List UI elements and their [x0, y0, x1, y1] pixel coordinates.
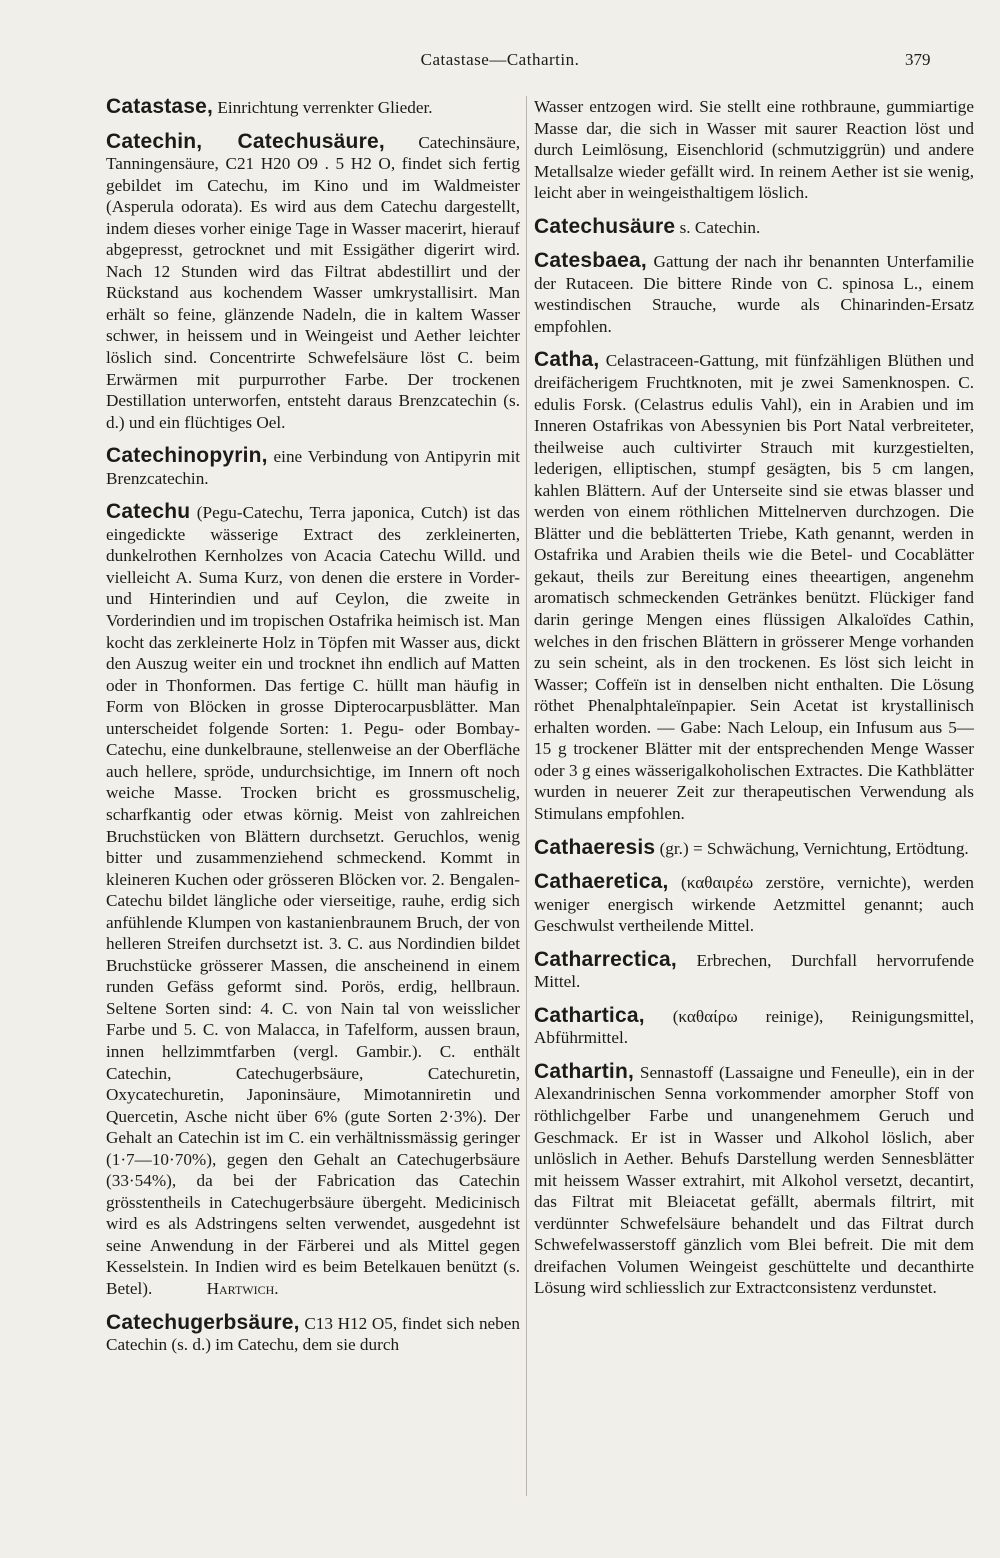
entry-text: Einrichtung verrenkter Glieder. — [217, 98, 433, 117]
entry-cathartin — [534, 1061, 974, 1299]
entry-text: Catechinsäure, Tanningensäure, C21 H20 O9 . 5 H2 O, findet sich fertig gebildet im Catechu, im Kino und im Waldmeister (Asperula odorata). Es wird aus dem Catechu dargestellt, indem dieses vorher einige Tage in Wasser macerirt, hierauf abgepresst, getrocknet und mit Essigäther digerirt wird. Nach 12 Stunden wird das Filtrat abdestillirt und der Rückstand aus kochendem Wasser umkrystallisirt. Man erhält so feine, glänzende Nadeln, die in kaltem Wasser schwer, in heissem und in Weingeist und Aether leichter löslich sind. Concentrirte Schwefelsäure löst C. beim Erwärmen mit purpurrother Farbe. Der trockenen Destillation unterworfen, entsteht daraus Brenzcatechin (s. d.) und ein flüchtiges Oel. — [106, 132, 520, 432]
column-divider — [526, 96, 527, 1496]
entry-text: s. Catechin. — [679, 217, 761, 237]
headword: Cathaeretica, — [534, 870, 669, 894]
entry-text: C13 H12 O5, findet sich neben Catechin (s. d.) im Catechu, dem sie durch — [106, 1313, 521, 1355]
entry-text: Celastraceen-Gattung, mit fünfzähligen Blüthen und dreifächerigem Fruchtknoten, mit je zwei Samenknospen. C. edulis Forsk. (Celastrus edulis Vahl), ein in Arabien und im Inneren Ostafrikas von Abessynien bis Port Natal verbreiteter, theilweise auch cultivirter Strauch mit kurzgestielten, lederigen, elliptischen, stumpf gesägten, bis 5 cm langen, kahlen Blättern. Auf der Unterseite sind sie etwas blasser und werden von einem röthlichen Mittelnerven durchzogen. Die Blätter und die beblätterten Triebe, Kath genannt, werden in Ostafrika und Arabien theils wie die Betel- und Cocablätter gekaut, theils zur Bereitung eines theeartigen, angenehm aromatisch schmeckenden Getränkes benützt. Flückiger fand darin geringe Mengen eines flüssigen Alkaloïdes Cathin, welches in den frischen Blättern in grösserer Menge vorhanden zu sein scheint, als in den trockenen. Es löst sich leicht in Wasser; Coffeïn ist in denselben nicht enthalten. Die Lösung röthet Phenalphtaleïnpapier. Sein Acetat ist krystallinisch erhalten worden. — Gabe: Nach Leloup, ein Infusum aus 5—15 g trockener Blätter mit der entsprechenden Menge Wasser oder 3 g eines wässerigalkoholischen Extractes. Die Kathblätter wurden in neuerer Zeit zur therapeutischen Verwendung als Stimulans empfohlen. — [534, 351, 975, 823]
entry-catastase — [84, 96, 520, 119]
entry-catechinopyrin — [84, 445, 520, 489]
entry-cathaeresis — [534, 837, 974, 860]
entry-catha — [534, 349, 974, 824]
right-column — [534, 96, 974, 1311]
entry-text: eine Verbindung von Antipyrin mit Brenzcatechin. — [106, 447, 520, 488]
entry-text: Gattung der nach ihr benannten Unterfamilie der Rutaceen. Die bittere Rinde von C. spinosa L., einem westindischen Strauche, wurde als Chinarinden-Ersatz empfohlen. — [534, 252, 975, 336]
headword: Catechin, Catechusäure, — [106, 129, 385, 153]
headword: Catastase, — [106, 95, 214, 118]
page-number: 379 — [905, 50, 931, 69]
entry-text: (καθαίρω reinige), Reinigungsmittel, Abführmittel. — [534, 1006, 974, 1048]
headword: Catesbaea, — [534, 249, 647, 273]
headword: Catechusäure — [534, 214, 676, 238]
headword: Catechinopyrin, — [106, 444, 268, 468]
entry-catharrectica — [534, 949, 974, 993]
headword: Cathartin, — [534, 1059, 635, 1083]
headword: Catha, — [534, 348, 600, 372]
headword: Catechu — [106, 500, 191, 524]
headword: Cathartica, — [534, 1003, 645, 1027]
entry-cathartica — [534, 1005, 974, 1049]
entry-catechusaeure — [534, 216, 974, 239]
entry-catesbaea — [534, 250, 974, 337]
headword: Cathaeresis — [534, 835, 656, 859]
entry-catechu — [84, 501, 520, 1299]
entry-catechin — [84, 131, 520, 434]
entry-continuation — [534, 96, 974, 204]
entry-cathaeretica — [534, 871, 974, 937]
running-title: Catastase—Cathartin. — [420, 50, 580, 69]
entry-text: Wasser entzogen wird. Sie stellt eine rothbraune, gummiartige Masse dar, die sich in Wasser mit saurer Reaction löst und durch Leimlösung, Eisenchlorid (schmutziggrün) und andere Metallsalze wieder gefällt wird. In reinem Aether ist sie wenig, leicht aber in weingeisthaltigem löslich. — [534, 97, 974, 203]
left-column — [84, 96, 520, 1368]
headword: Catechugerbsäure, — [106, 1310, 300, 1334]
headword: Catharrectica, — [534, 947, 677, 971]
entry-text: Erbrechen, Durchfall hervorrufende Mittel. — [534, 950, 974, 992]
author-signature: Hartwich. — [206, 1278, 279, 1298]
entry-text: (Pegu-Catechu, Terra japonica, Cutch) ist das eingedickte wässerige Extract des zerkleinerten, dunkelrothen Kernholzes von Acacia Catechu Willd. und vielleicht A. Suma Kurz, von denen die erstere in Vorder- und Hinterindien und auf Ceylon, die zweite in Vorderindien und im tropischen Ostafrika heimisch ist. Man kocht das zerkleinerte Holz in Töpfen mit Wasser aus, dickt den Auszug weiter ein und trocknet ihn endlich auf Matten oder in Thonformen. Das fertige C. hüllt man häufig in Form von Blöcken in grosse Dipterocarpusblätter. Man unterscheidet folgende Sorten: 1. Pegu- oder Bombay-Catechu, eine dunkelbraune, stellenweise an der Oberfläche auch hellere, spröde, undurchsichtige, im Innern oft noch weiche Masse. Trocken bricht es grossmuschelig, scharfkantig oder etwas körnig. Meist von zahlreichen Bruchstücken von Blättern durchsetzt. Geruchlos, wenig bitter und zusammenziehend schmeckend. Kommt in kleineren Kuchen oder grösseren Blöcken vor. 2. Bengalen-Catechu bildet längliche oder vierseitige, rauhe, erdig sich anfühlende Klumpen von kastanienbraunem Bruch, der von helleren Streifen durchsetzt ist. 3. C. aus Nordindien bildet Bruchstücke grösserer Massen, die anscheinend in einem runden Gefäss geformt sind. Porös, erdig, hellbraun. Seltene Sorten sind: 4. C. von Nain tal von weisslicher Farbe und 5. C. von Malacca, in Tafelform, aussen braun, innen hellzimmtfarben (vergl. Gambir.). C. enthält Catechin, Catechugerbsäure, Catechuretin, Oxycatechuretin, Japoninsäure, Mimotanniretin und Quercetin, Asche nicht über 6% (gute Sorten 2·3%). Der Gehalt an Catechin ist im C. ein verhältnissmässig geringer (1·7—10·70%), gegen den Gehalt an Catechugerbsäure (33·54%), da bei der Fabrication das Catechin grösstentheils in Catechugerbsäure übergeht. Medicinisch wird es als Adstringens selten verwendet, ausgedehnt ist seine Anwendung in der Färberei und als Mittel gegen Kesselstein. In Indien wird es beim Betelkauen benützt (s. Betel). — [106, 503, 520, 1298]
entry-catechugerbsaeure — [84, 1312, 520, 1356]
entry-text: Sennastoff (Lassaigne und Feneulle), ein in der Alexandrinischen Senna vorkommender amorpher Stoff von röthlichgelber Farbe und unangenehmem Geruch und Geschmack. Er ist in Wasser und Alkohol löslich, aber unlöslich in Aether. Behufs Darstellung werden Sennesblätter mit heissem Wasser extrahirt, mit Alkohol versetzt, decantirt, das Filtrat mit Bleiacetat gefällt, abermals filtrirt, mit verdünnter Schwefelsäure behandelt und das Filtrat durch Schwefelwasserstoff gänzlich vom Blei befreit. Die mit dem dreifachen Volumen Weingeist geschüttelte und decanthirte Lösung wird schliesslich zur Extractconsistenz verdunstet. — [534, 1062, 975, 1298]
entry-text: (gr.) = Schwächung, Vernichtung, Ertödtung. — [659, 838, 969, 858]
entry-text: (καθαιρέω zerstöre, vernichte), werden weniger energisch wirkende Aetzmittel genannt; auch Geschwulst vertheilende Mittel. — [534, 873, 974, 936]
